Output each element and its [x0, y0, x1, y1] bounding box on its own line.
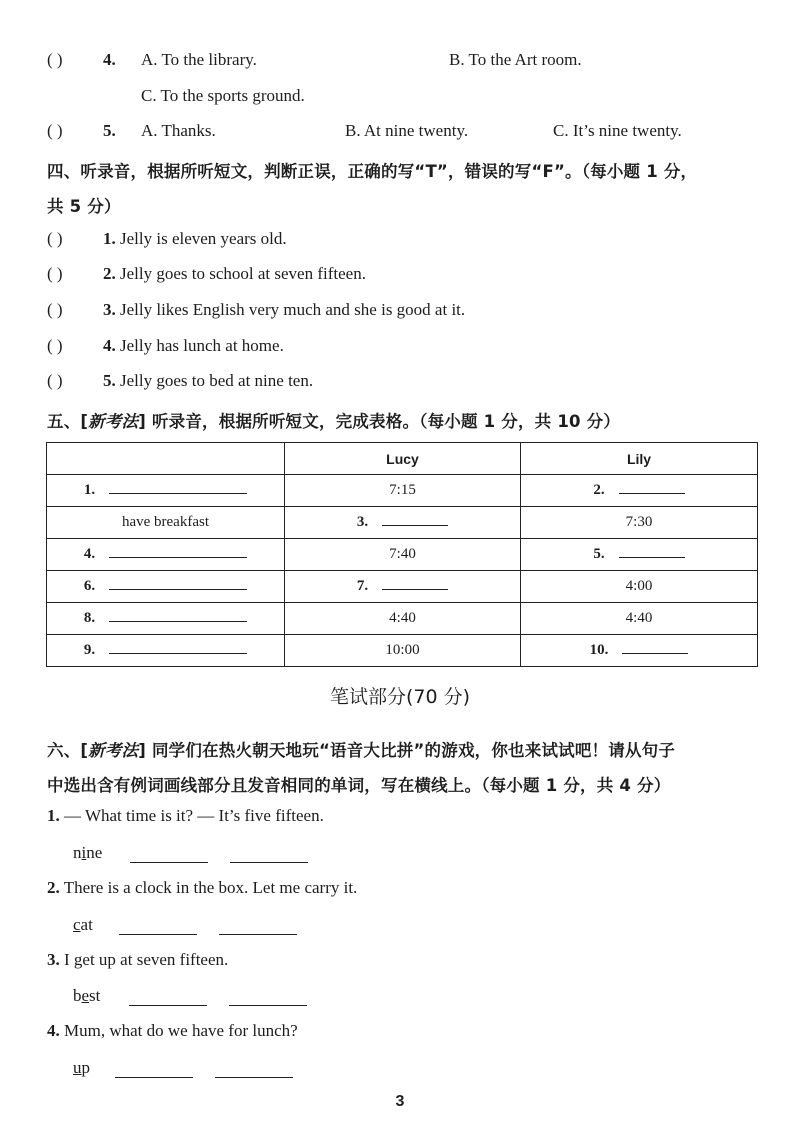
table-row: [47, 507, 758, 539]
cell-lily: 5.: [521, 539, 758, 571]
cell-lucy: 4:40: [285, 603, 521, 635]
answer-blank[interactable]: [382, 588, 448, 590]
phonics-question: 3. I get up at seven fifteen.: [47, 950, 229, 969]
section6-heading-cont: 中选出含有例词画线部分且发音相同的单词，写在横线上。（每小题 1 分，共 4 分）: [47, 776, 671, 795]
example-word: best: [73, 986, 101, 1005]
answer-blank[interactable]: [130, 861, 208, 863]
cell-lucy: 7.: [285, 571, 521, 603]
q3-4-option-c: C. To the sports ground.: [141, 86, 305, 105]
table-row: [47, 539, 758, 571]
cell-lily: 4:40: [521, 603, 758, 635]
example-word: nine: [73, 843, 103, 862]
section4-heading-cont: 共 5 分）: [47, 197, 121, 216]
q3-4: ( ) 4.: [47, 50, 116, 69]
answer-paren[interactable]: ( ): [47, 229, 63, 248]
q3-4-option-a: A. To the library.: [141, 50, 257, 69]
answer-paren[interactable]: ( ): [47, 264, 63, 283]
answer-blank[interactable]: [229, 1004, 307, 1006]
cell-activity: 8.: [47, 603, 285, 635]
answer-blank[interactable]: [109, 588, 247, 590]
cell-lucy: 7:15: [285, 475, 521, 507]
table-row: [47, 475, 758, 507]
page-number: 3: [395, 1093, 405, 1110]
answer-blank[interactable]: [215, 1076, 293, 1078]
q3-5-option-c: C. It’s nine twenty.: [553, 121, 682, 140]
section6-heading: 六、[新考法] 同学们在热火朝天地玩“语音大比拼”的游戏，你也来试试吧！请从句子: [47, 741, 676, 760]
example-word: cat: [73, 915, 93, 934]
cell-lucy: 3.: [285, 507, 521, 539]
answer-blank[interactable]: [115, 1076, 193, 1078]
section5-heading: 五、[新考法] 听录音，根据所听短文，完成表格。（每小题 1 分，共 10 分）: [47, 412, 621, 431]
answer-blank[interactable]: [382, 524, 448, 526]
table-row: [47, 603, 758, 635]
cell-activity: 6.: [47, 571, 285, 603]
section4-heading: 四、听录音，根据所听短文，判断正误，正确的写“T”，错误的写“F”。（每小题 1 分，: [47, 162, 698, 181]
new-method-tag: 新考法: [88, 741, 139, 760]
q3-4-option-b: B. To the Art room.: [449, 50, 582, 69]
cell-lucy: 10:00: [285, 635, 521, 667]
answer-blank[interactable]: [109, 556, 247, 558]
cell-lily: 7:30: [521, 507, 758, 539]
cell-lily: 4:00: [521, 571, 758, 603]
table-header-row: [47, 443, 758, 475]
answer-blank[interactable]: [109, 620, 247, 622]
header-cell-empty: [47, 443, 285, 475]
q3-5-option-a: A. Thanks.: [141, 121, 216, 140]
phonics-question: 4. Mum, what do we have for lunch?: [47, 1021, 298, 1040]
tf-item: ( ) 3. Jelly likes English very much and she is good at it.: [47, 300, 466, 319]
answer-paren[interactable]: ( ): [47, 371, 63, 390]
answer-paren[interactable]: ( ): [47, 336, 63, 355]
header-lucy: Lucy: [285, 443, 521, 475]
answer-blank[interactable]: [109, 652, 247, 654]
answer-blank[interactable]: [219, 933, 297, 935]
new-method-tag: 新考法: [88, 412, 139, 431]
answer-blank[interactable]: [129, 1004, 207, 1006]
table-row: [47, 571, 758, 603]
cell-lily: 2.: [521, 475, 758, 507]
cell-lucy: 7:40: [285, 539, 521, 571]
cell-activity: have breakfast: [47, 507, 285, 539]
tf-item: ( ) 5. Jelly goes to bed at nine ten.: [47, 371, 314, 390]
q3-5: ( ) 5.: [47, 121, 116, 140]
answer-paren[interactable]: ( ): [47, 121, 63, 140]
answer-blank[interactable]: [619, 492, 685, 494]
phonics-question: 1. — What time is it? — It’s five fifteen.: [47, 806, 324, 825]
answer-blank[interactable]: [619, 556, 685, 558]
answer-blank[interactable]: [109, 492, 247, 494]
answer-blank[interactable]: [622, 652, 688, 654]
q3-5-option-b: B. At nine twenty.: [345, 121, 469, 140]
example-word: up: [73, 1058, 90, 1077]
tf-item: ( ) 1. Jelly is eleven years old.: [47, 229, 287, 248]
cell-activity: 9.: [47, 635, 285, 667]
header-lily: Lily: [521, 443, 758, 475]
table-row: [47, 635, 758, 667]
cell-lily: 10.: [521, 635, 758, 667]
tf-item: ( ) 4. Jelly has lunch at home.: [47, 336, 284, 355]
answer-paren[interactable]: ( ): [47, 50, 63, 69]
answer-paren[interactable]: ( ): [47, 300, 63, 319]
phonics-question: 2. There is a clock in the box. Let me carry it.: [47, 878, 358, 897]
schedule-table: [46, 442, 758, 667]
cell-activity: 1.: [47, 475, 285, 507]
written-part-title: 笔试部分(70 分): [329, 686, 471, 708]
tf-item: ( ) 2. Jelly goes to school at seven fifteen.: [47, 264, 366, 283]
cell-activity: 4.: [47, 539, 285, 571]
answer-blank[interactable]: [230, 861, 308, 863]
answer-blank[interactable]: [119, 933, 197, 935]
